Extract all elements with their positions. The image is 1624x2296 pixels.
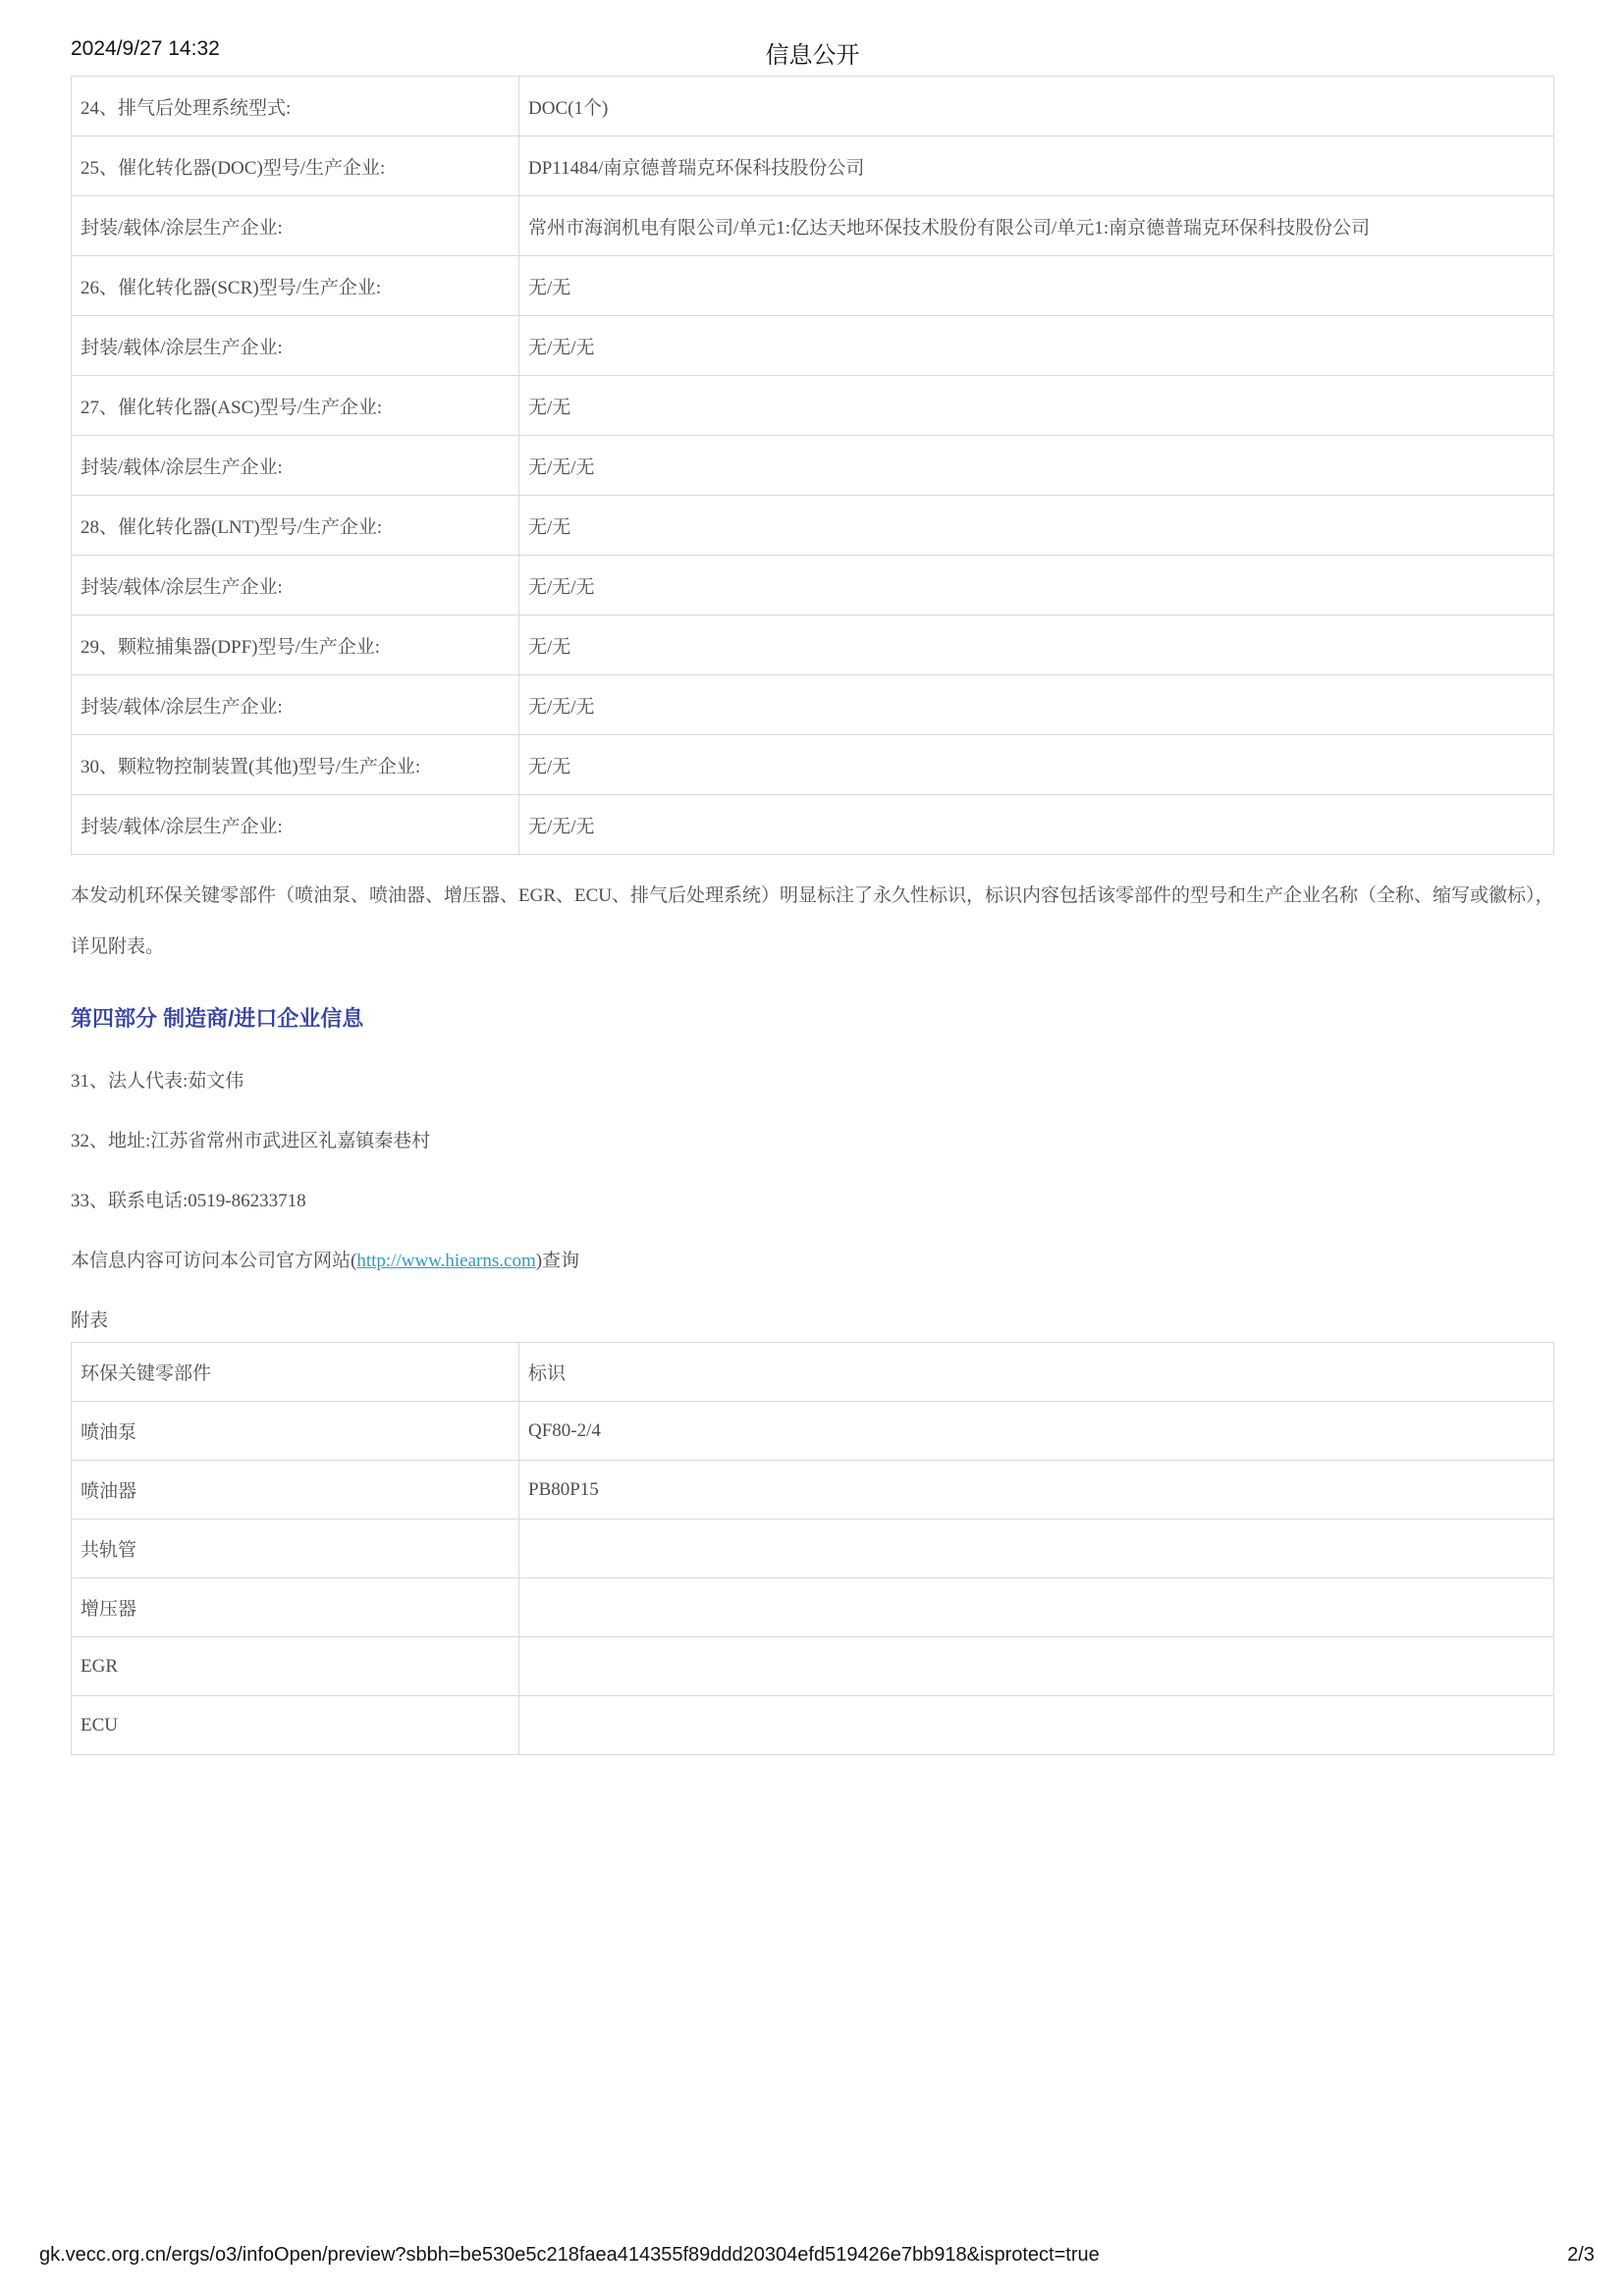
part-name: 增压器 xyxy=(72,1578,519,1637)
engine-parts-table xyxy=(71,76,1554,855)
row-value: 无/无 xyxy=(519,256,1554,316)
part-name: 喷油器 xyxy=(72,1461,519,1520)
row-label: 28、催化转化器(LNT)型号/生产企业: xyxy=(72,496,519,556)
row-label: 27、催化转化器(ASC)型号/生产企业: xyxy=(72,376,519,436)
row-label: 封装/载体/涂层生产企业: xyxy=(72,436,519,496)
table-row xyxy=(72,1637,1554,1696)
part-marking xyxy=(519,1637,1554,1696)
section-heading-part4: 第四部分 制造商/进口企业信息 xyxy=(71,1006,364,1031)
print-footer xyxy=(39,2244,1595,2267)
table-row xyxy=(72,136,1554,196)
row-label: 29、颗粒捕集器(DPF)型号/生产企业: xyxy=(72,615,519,675)
row-label: 封装/载体/涂层生产企业: xyxy=(72,316,519,376)
row-value: 无/无/无 xyxy=(519,675,1554,735)
table-row xyxy=(72,556,1554,615)
table-row xyxy=(72,376,1554,436)
part-name: ECU xyxy=(72,1696,519,1755)
column-header: 标识 xyxy=(519,1343,1554,1402)
table-row xyxy=(72,77,1554,136)
row-label: 26、催化转化器(SCR)型号/生产企业: xyxy=(72,256,519,316)
website-line-suffix: )查询 xyxy=(535,1251,580,1271)
part-name: 共轨管 xyxy=(72,1520,519,1578)
table-row xyxy=(72,1696,1554,1755)
part-name: EGR xyxy=(72,1637,519,1696)
website-line xyxy=(71,1246,1554,1272)
row-value: 无/无/无 xyxy=(519,316,1554,376)
table-row xyxy=(72,1461,1554,1520)
print-header xyxy=(71,35,1554,69)
table-row xyxy=(72,795,1554,855)
table-header-row xyxy=(72,1343,1554,1402)
row-value: 无/无 xyxy=(519,496,1554,556)
row-value: 无/无 xyxy=(519,615,1554,675)
source-url: gk.vecc.org.cn/ergs/o3/infoOpen/preview?sbbh=be530e5c218faea414355f89ddd20304efd519426e7bb918&isprotect=true xyxy=(39,2244,1100,2266)
row-label: 25、催化转化器(DOC)型号/生产企业: xyxy=(72,136,519,196)
row-value: 无/无 xyxy=(519,376,1554,436)
part-marking: QF80-2/4 xyxy=(519,1402,1554,1461)
row-value: 常州市海润机电有限公司/单元1:亿达天地环保技术股份有限公司/单元1:南京德普瑞克环保科技股份公司 xyxy=(519,196,1554,256)
address-line: 32、地址:江苏省常州市武进区礼嘉镇秦巷村 xyxy=(71,1131,431,1151)
company-website-link[interactable]: http://www.hiearns.com xyxy=(356,1251,536,1271)
appendix-table xyxy=(71,1342,1554,1755)
document-body xyxy=(71,76,1554,1755)
page-number: 2/3 xyxy=(1567,2244,1595,2266)
part-name: 喷油泵 xyxy=(72,1402,519,1461)
row-label: 封装/载体/涂层生产企业: xyxy=(72,675,519,735)
row-label: 24、排气后处理系统型式: xyxy=(72,77,519,136)
permanent-marking-note: 本发动机环保关键零部件（喷油泵、喷油器、增压器、EGR、ECU、排气后处理系统）明显标注了永久性标识，标识内容包括该零部件的型号和生产企业名称（全称、缩写或徽标），详见附表。 xyxy=(71,885,1554,957)
table-row xyxy=(72,256,1554,316)
row-value: DOC(1个) xyxy=(519,77,1554,136)
row-label: 封装/载体/涂层生产企业: xyxy=(72,795,519,855)
legal-representative-line: 31、法人代表:茹文伟 xyxy=(71,1071,244,1092)
row-value: 无/无/无 xyxy=(519,556,1554,615)
phone-line: 33、联系电话:0519-86233718 xyxy=(71,1191,306,1211)
part-marking xyxy=(519,1520,1554,1578)
table-row xyxy=(72,675,1554,735)
table-row xyxy=(72,436,1554,496)
table-row xyxy=(72,615,1554,675)
website-line-prefix: 本信息内容可访问本公司官方网站( xyxy=(71,1251,357,1271)
row-value: 无/无 xyxy=(519,735,1554,795)
row-value: DP11484/南京德普瑞克环保科技股份公司 xyxy=(519,136,1554,196)
table-row xyxy=(72,316,1554,376)
column-header: 环保关键零部件 xyxy=(72,1343,519,1402)
appendix-label: 附表 xyxy=(71,1310,109,1331)
table-row xyxy=(72,1578,1554,1637)
table-row xyxy=(72,1402,1554,1461)
print-timestamp: 2024/9/27 14:32 xyxy=(71,37,220,60)
page-title: 信息公开 xyxy=(765,42,860,69)
part-marking xyxy=(519,1696,1554,1755)
table-row xyxy=(72,496,1554,556)
part-marking xyxy=(519,1578,1554,1637)
row-value: 无/无/无 xyxy=(519,795,1554,855)
table-row xyxy=(72,1520,1554,1578)
row-label: 30、颗粒物控制装置(其他)型号/生产企业: xyxy=(72,735,519,795)
table-row xyxy=(72,196,1554,256)
row-label: 封装/载体/涂层生产企业: xyxy=(72,556,519,615)
part-marking: PB80P15 xyxy=(519,1461,1554,1520)
row-value: 无/无/无 xyxy=(519,436,1554,496)
table-row xyxy=(72,735,1554,795)
row-label: 封装/载体/涂层生产企业: xyxy=(72,196,519,256)
